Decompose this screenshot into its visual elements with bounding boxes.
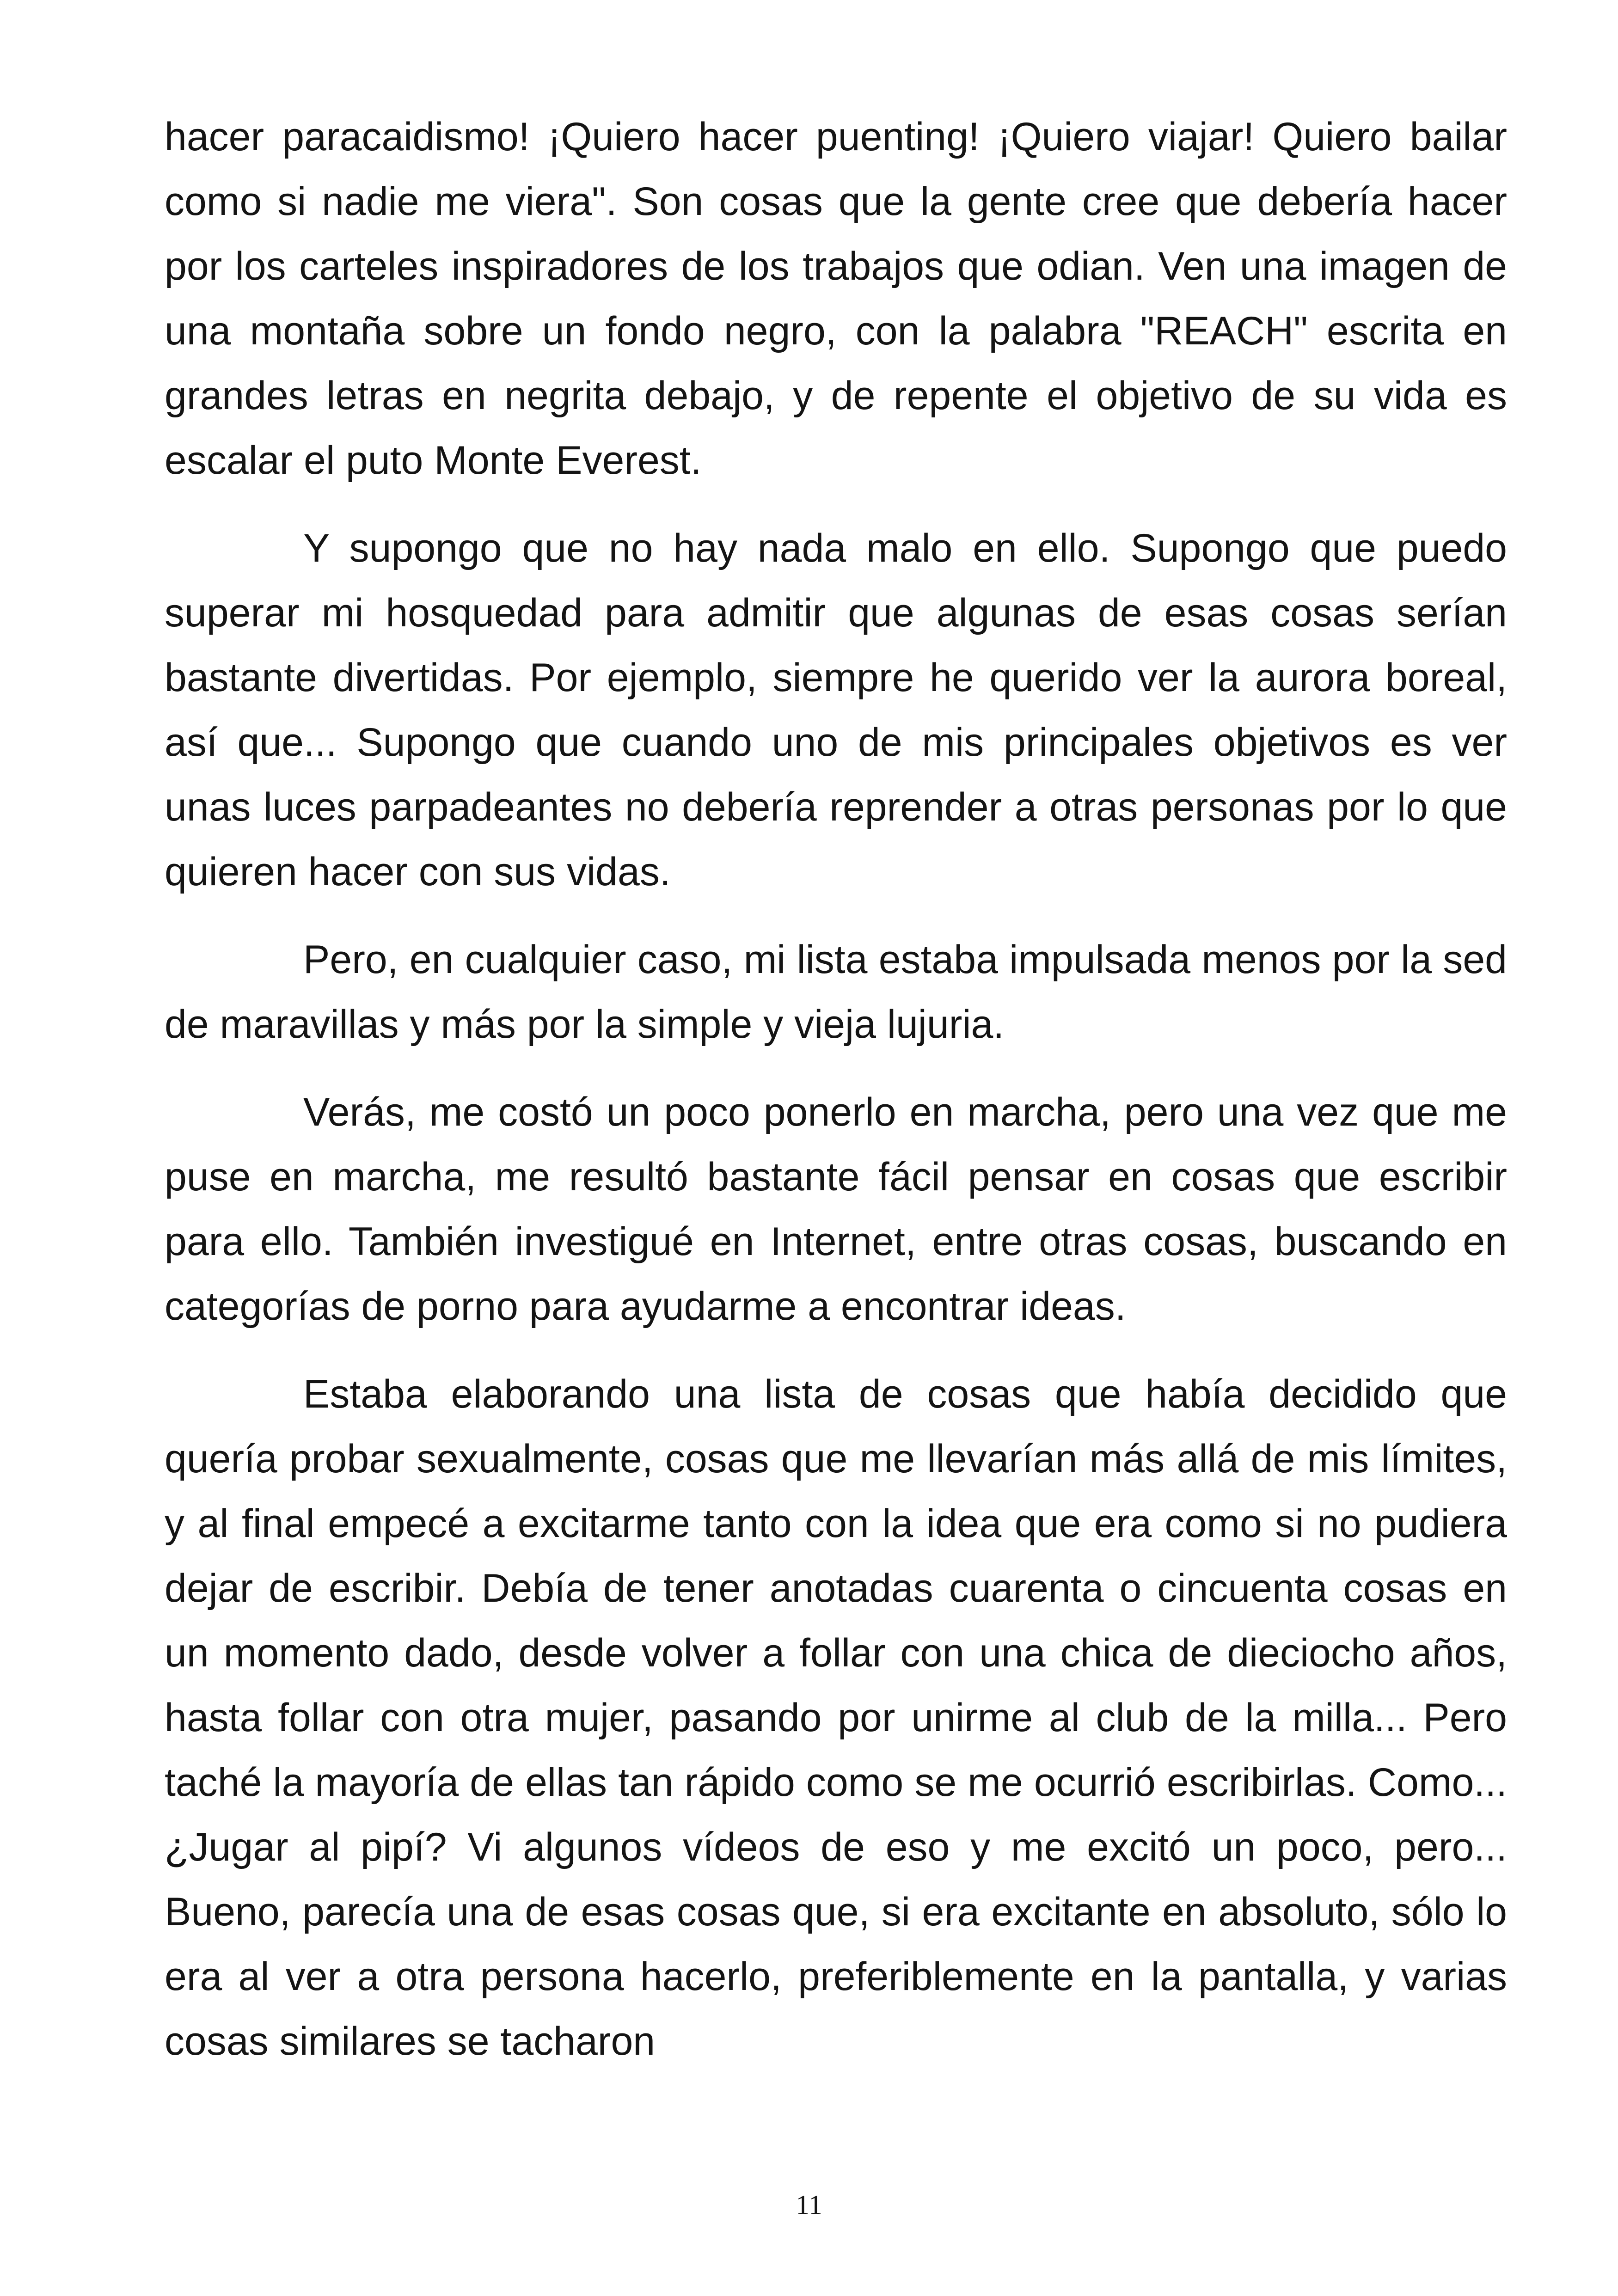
- page-number: 11: [796, 2190, 822, 2220]
- paragraph-5: Estaba elaborando una lista de cosas que había decidido que quería probar sexualmente, cosas que me llevarían más allá de mis límites, y al final empecé a excitarme tanto con la idea que era como si no pudiera dejar de escribir. Debía de tener anotadas cuarenta o cincuenta cosas en un momento dado, desde volver a follar con una chica de dieciocho años, hasta follar con otra mujer, pasando por unirme al club de la milla... Pero taché la mayoría de ellas tan rápido como se me ocurrió escribirlas. Como... ¿Jugar al pipí? Vi algunos vídeos de eso y me excitó un poco, pero... Bueno, parecía una de esas cosas que, si era excitante en absoluto, sólo lo era al ver a otra persona hacerlo, preferiblemente en la pantalla, y varias cosas similares se tacharon: [165, 1372, 1507, 2063]
- paragraph-1: hacer paracaidismo! ¡Quiero hacer puenting! ¡Quiero viajar! Quiero bailar como si nadie me viera". Son cosas que la gente cree que debería hacer por los carteles inspiradores de los trabajos que odian. Ven una imagen de una montaña sobre un fondo negro, con la palabra "REACH" escrita en grandes letras en negrita debajo, y de repente el objetivo de su vida es escalar el puto Monte Everest.: [165, 115, 1507, 483]
- paragraph-2: Y supongo que no hay nada malo en ello. Supongo que puedo superar mi hosquedad para admitir que algunas de esas cosas serían bastante divertidas. Por ejemplo, siempre he querido ver la aurora boreal, así que... Supongo que cuando uno de mis principales objetivos es ver unas luces parpadeantes no debería reprender a otras personas por lo que quieren hacer con sus vidas.: [165, 526, 1507, 894]
- paragraph-3: Pero, en cualquier caso, mi lista estaba impulsada menos por la sed de maravillas y más por la simple y vieja lujuria.: [165, 937, 1507, 1047]
- body-text: [165, 104, 1507, 2097]
- paragraph-4: Verás, me costó un poco ponerlo en marcha, pero una vez que me puse en marcha, me resultó bastante fácil pensar en cosas que escribir para ello. También investigué en Internet, entre otras cosas, buscando en categorías de porno para ayudarme a encontrar ideas.: [165, 1090, 1507, 1329]
